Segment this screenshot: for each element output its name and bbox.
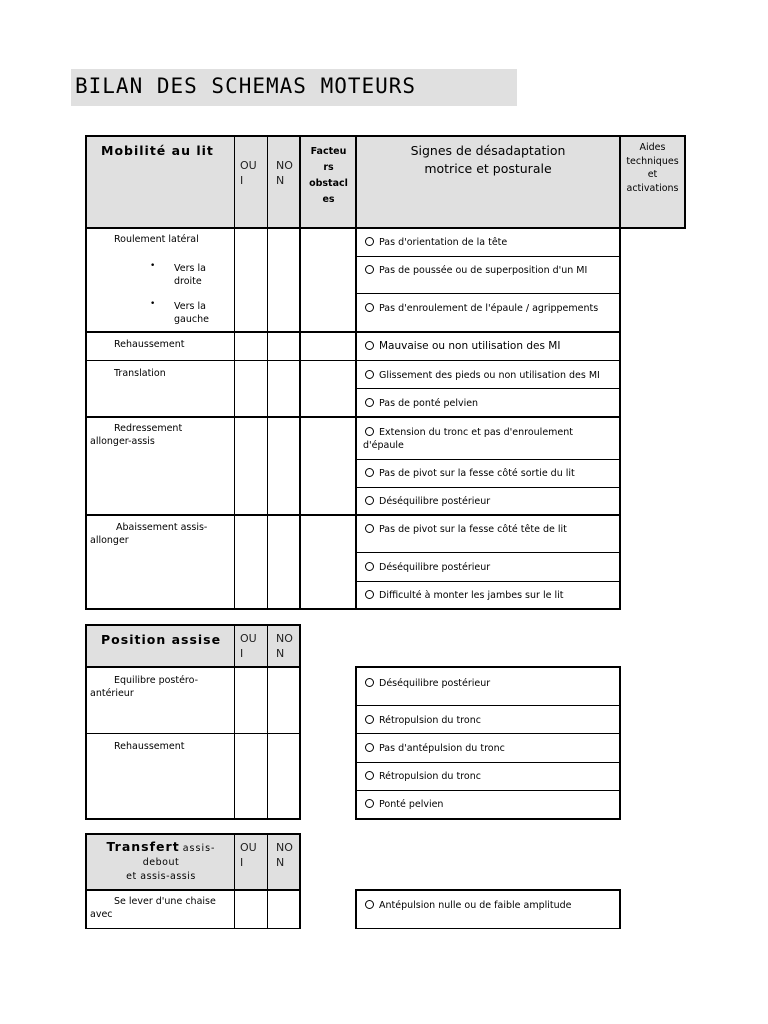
section-title-mobilite: Mobilité au lit	[101, 143, 214, 158]
signs3-right-border	[619, 889, 621, 929]
row-line	[355, 581, 621, 582]
row-line	[85, 514, 621, 516]
table2-right-border	[299, 624, 301, 819]
bullet: •	[150, 299, 156, 309]
circle-icon	[365, 771, 374, 780]
table3-header-bottom	[85, 889, 301, 891]
row-line	[355, 487, 621, 488]
section-title-position-assise: Position assise	[101, 632, 222, 647]
table3-right-border	[299, 833, 301, 929]
circle-icon	[365, 799, 374, 808]
signs2-bottom-border	[355, 818, 621, 820]
circle-icon	[365, 524, 374, 533]
sign-item: Pas de poussée ou de superposition d'un MI	[365, 264, 587, 277]
oui-header: OU I	[240, 159, 257, 187]
sign-item: Glissement des pieds ou non utilisation des MI	[365, 369, 600, 382]
circle-icon	[365, 468, 374, 477]
non-header: NO N	[276, 159, 293, 187]
table2-left-border	[85, 624, 87, 819]
row-vers-la-gauche: Vers la gauche	[174, 301, 209, 325]
row-line	[355, 733, 621, 734]
sign-item: Extension du tronc et pas d'enroulement	[365, 426, 573, 439]
aides-header: Aides techniques et activations	[626, 142, 679, 194]
row-line	[355, 705, 621, 706]
circle-icon	[365, 398, 374, 407]
table1-col-line	[299, 135, 301, 610]
table2-col-line	[267, 624, 268, 819]
circle-icon	[365, 341, 374, 350]
table2-header-bottom	[85, 666, 301, 668]
row-se-lever: Se lever d'une chaise avec	[90, 896, 216, 920]
title-bar	[71, 69, 517, 106]
row-line	[85, 416, 621, 418]
non-header: NO N	[276, 632, 293, 660]
table2-top-border	[85, 624, 301, 626]
non-header: NO N	[276, 841, 293, 869]
row-line	[85, 733, 301, 734]
row-line	[355, 388, 621, 389]
sign-item: Mauvaise ou non utilisation des MI	[365, 340, 560, 353]
sign-item: Déséquilibre postérieur	[365, 677, 490, 690]
sign-item: Rétropulsion du tronc	[365, 770, 481, 783]
circle-icon	[365, 265, 374, 274]
table3-col-line	[267, 833, 268, 929]
row-redressement: Redressement allonger-assis	[90, 423, 183, 447]
table3-bottom-border	[85, 928, 301, 929]
row-roulement-lateral: Roulement latéral	[114, 234, 199, 245]
row-line	[355, 790, 621, 791]
signes-header: Signes de désadaptation motrice et posturale	[410, 143, 566, 176]
sign-item: Pas d'orientation de la tête	[365, 236, 507, 249]
sign-item: Antépulsion nulle ou de faible amplitude	[365, 899, 572, 912]
sign-item: Ponté pelvien	[365, 798, 443, 811]
row-rehaussement: Rehaussement	[114, 741, 185, 752]
row-abaissement: Abaissement assis- allonger	[90, 522, 208, 546]
table1-bottom-border	[85, 608, 621, 610]
sign-item: Pas d'enroulement de l'épaule / agrippements	[365, 302, 598, 315]
circle-icon	[365, 562, 374, 571]
circle-icon	[365, 303, 374, 312]
sign-item-continuation: d'épaule	[363, 440, 404, 451]
signs2-right-border	[619, 666, 621, 819]
signs3-left-border	[355, 889, 357, 929]
signs2-top-border	[355, 666, 621, 668]
signs3-bottom-border	[355, 928, 621, 929]
table1-left-border	[85, 135, 87, 610]
row-line	[355, 552, 621, 553]
circle-icon	[365, 590, 374, 599]
table1-col-line	[619, 135, 621, 610]
oui-header: OU I	[240, 632, 257, 660]
page-title: BILAN DES SCHEMAS MOTEURS	[75, 74, 417, 98]
row-rehaussement: Rehaussement	[114, 339, 185, 350]
sign-item: Déséquilibre postérieur	[365, 495, 490, 508]
row-line	[355, 459, 621, 460]
table1-top-border	[85, 135, 686, 137]
table3-left-border	[85, 833, 87, 929]
table1-col-line	[234, 135, 235, 610]
signs2-left-border	[355, 666, 357, 819]
circle-icon	[365, 743, 374, 752]
row-line	[85, 360, 621, 361]
signs3-top-border	[355, 889, 621, 891]
sign-item: Déséquilibre postérieur	[365, 561, 490, 574]
row-translation: Translation	[114, 368, 166, 379]
circle-icon	[365, 370, 374, 379]
sign-item: Difficulté à monter les jambes sur le lit	[365, 589, 563, 602]
table2-col-line	[234, 624, 235, 819]
circle-icon	[365, 900, 374, 909]
table1-col-line	[267, 135, 268, 610]
row-line	[355, 256, 621, 257]
sign-item: Pas de pivot sur la fesse côté sortie du lit	[365, 467, 575, 480]
table3-top-border	[85, 833, 301, 835]
circle-icon	[365, 678, 374, 687]
table1-col-line	[355, 135, 357, 610]
circle-icon	[365, 237, 374, 246]
sign-item: Pas d'antépulsion du tronc	[365, 742, 505, 755]
circle-icon	[365, 496, 374, 505]
table1-right-border	[684, 135, 686, 229]
section-title-transfert: Transfert assis- debout et assis-assis	[106, 839, 216, 882]
circle-icon	[365, 427, 374, 436]
table2-bottom-border	[85, 818, 301, 820]
sign-item: Pas de ponté pelvien	[365, 397, 478, 410]
row-line	[355, 293, 621, 294]
row-line	[85, 331, 621, 333]
bullet: •	[150, 261, 156, 271]
row-equilibre: Equilibre postéro- antérieur	[90, 675, 199, 699]
facteurs-obstacles-header: Facteu rs obstacl es	[309, 146, 348, 205]
sign-item: Rétropulsion du tronc	[365, 714, 481, 727]
table3-col-line	[234, 833, 235, 929]
row-line	[355, 762, 621, 763]
row-vers-la-droite: Vers la droite	[174, 263, 206, 287]
oui-header: OU I	[240, 841, 257, 869]
circle-icon	[365, 715, 374, 724]
sign-item: Pas de pivot sur la fesse côté tête de lit	[365, 523, 567, 536]
table1-header-bottom	[85, 227, 686, 229]
